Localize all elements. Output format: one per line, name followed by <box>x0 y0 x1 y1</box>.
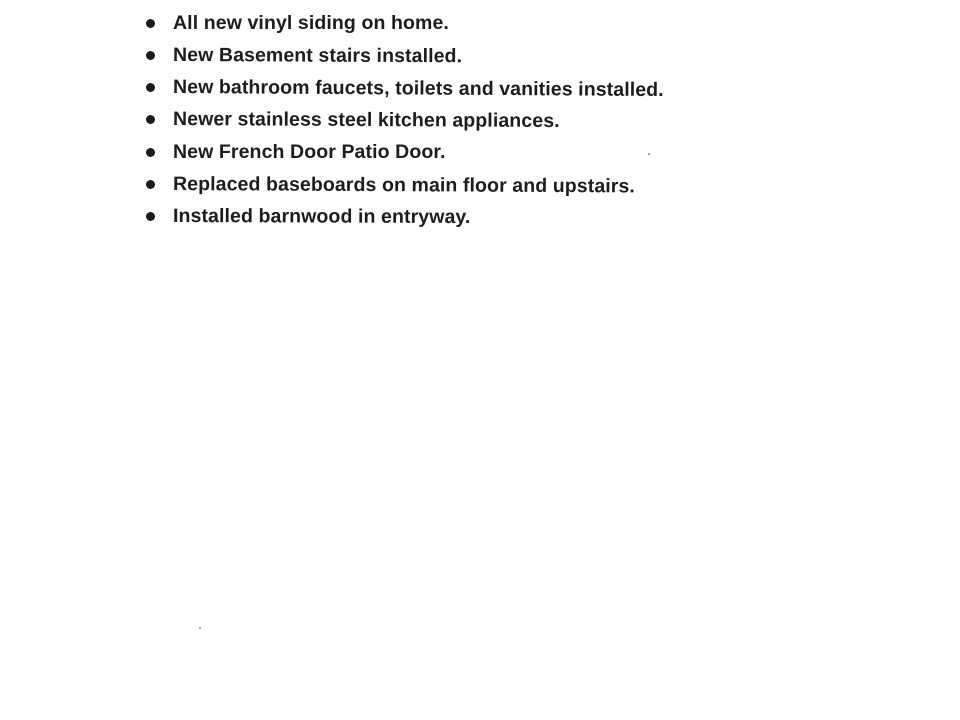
bullet-icon <box>146 51 155 60</box>
list-item <box>0 72 960 102</box>
list-item-text: Newer stainless steel kitchen appliances. <box>172 108 560 133</box>
scan-speck <box>648 153 650 155</box>
scan-speck <box>199 627 201 629</box>
bullet-icon <box>146 212 155 221</box>
list-item <box>0 104 960 134</box>
bullet-icon <box>146 83 155 92</box>
list-item <box>0 137 960 167</box>
list-item-text: Replaced baseboards on main floor and upstairs. <box>172 173 636 198</box>
list-item <box>0 169 960 199</box>
bullet-icon <box>146 148 155 157</box>
bullet-icon <box>146 19 155 28</box>
list-item-text: New Basement stairs installed. <box>172 44 463 68</box>
list-item-text: New bathroom faucets, toilets and vanities installed. <box>172 76 664 101</box>
list-item-text: All new vinyl siding on home. <box>173 12 449 34</box>
improvements-list <box>0 0 960 240</box>
bullet-icon <box>146 115 155 124</box>
list-item-text: New French Door Patio Door. <box>173 141 446 163</box>
list-item-text: Installed barnwood in entryway. <box>172 205 471 229</box>
list-item <box>0 40 960 70</box>
list-item <box>0 8 960 38</box>
bullet-icon <box>146 180 155 189</box>
list-item <box>0 201 960 231</box>
